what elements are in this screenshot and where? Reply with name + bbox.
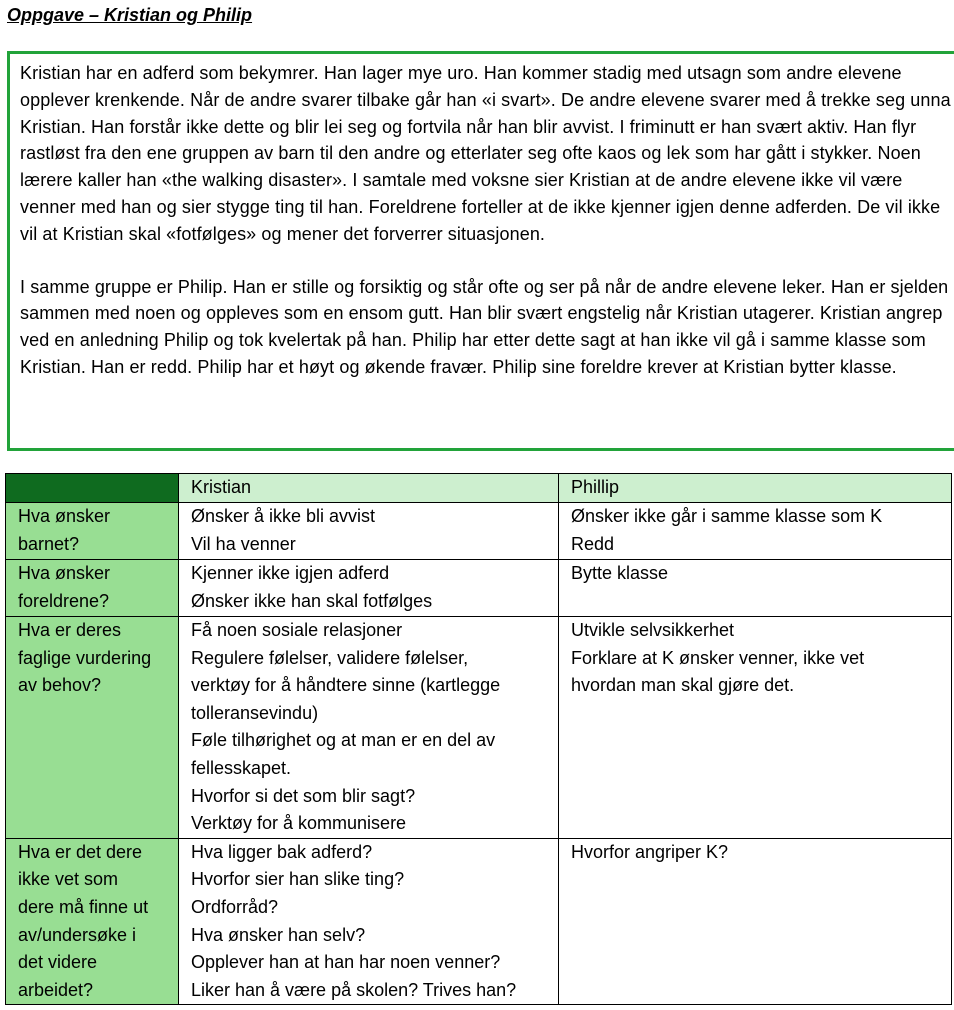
row-question-line: Hva er det dere (18, 841, 143, 862)
case-paragraph-kristian: Kristian har en adferd som bekymrer. Han lager mye uro. Han kommer stadig med utsagn som andre elevene opplever krenkende. Når de andre svarer tilbake går han «i svart». De andre elevene svarer med å trekke seg unna Kristian. Han forstår ikke dette og blir lei seg og fortvila når han blir avvist. I friminutt er han svært aktiv. Han flyr rastløst fra den ene gruppen av barn til den andre og etterlater seg ofte kaos og lek som har gått i stykker. Noen lærere kaller han «the walking disaster». I samtale med voksne sier Kristian at de andre elevene ikke vil være venner med han og sier stygge ting til han. Foreldrene forteller at de ikke kjenner igjen denne adferden. De vil ikke vil at Kristian skal «fotfølges» og mener det forverrer situasjonen. (20, 63, 951, 244)
row-question-line: Hva er deres (18, 620, 122, 640)
row-question-cell (6, 617, 179, 839)
cell-line: Regulere følelser, validere følelser, (191, 647, 469, 668)
row-question-line: foreldrene? (18, 590, 110, 611)
header-kristian: Kristian (179, 474, 559, 503)
cell-line: verktøy for å håndtere sinne (kartlegge (191, 675, 501, 696)
row-question-line: Hva ønsker (18, 563, 111, 583)
header-corner-cell (6, 474, 179, 503)
cell-line: Bytte klasse (571, 563, 669, 583)
cell-line: tolleransevindu) (191, 702, 319, 723)
table-row (6, 838, 952, 1005)
kristian-cell (179, 838, 559, 1005)
cell-line: Hvorfor sier han slike ting? (191, 869, 405, 890)
cell-line: Verktøy for å kommunisere (191, 813, 407, 834)
row-question-line: barnet? (18, 533, 80, 554)
cell-line: Hvorfor angriper K? (571, 841, 729, 862)
case-description-box (7, 51, 954, 451)
phillip-cell (559, 503, 952, 560)
table-row (6, 503, 952, 560)
kristian-cell (179, 503, 559, 560)
cell-line: Ordforråd? (191, 896, 279, 917)
header-phillip: Phillip (559, 474, 952, 503)
cell-line: Opplever han at han har noen venner? (191, 952, 501, 973)
kristian-cell (179, 617, 559, 839)
row-question-line: faglige vurdering (18, 647, 152, 668)
row-question-line: ikke vet som (18, 869, 119, 890)
row-question-line: av behov? (18, 675, 102, 696)
cell-line: Ønsker ikke han skal fotfølges (191, 590, 433, 611)
cell-line: Forklare at K ønsker venner, ikke vet (571, 647, 865, 668)
table-row (6, 617, 952, 839)
cell-line: Hva ligger bak adferd? (191, 841, 373, 862)
cell-line: Hva ønsker han selv? (191, 924, 366, 945)
row-question-line: Hva ønsker (18, 506, 111, 526)
cell-line: Få noen sosiale relasjoner (191, 620, 403, 640)
document-title: Oppgave – Kristian og Philip (7, 5, 253, 25)
table-row (6, 560, 952, 617)
cell-line: Vil ha venner (191, 533, 296, 554)
row-question-cell (6, 503, 179, 560)
row-question-line: dere må finne ut (18, 896, 149, 917)
row-question-line: det videre (18, 952, 98, 973)
cell-line: Føle tilhørighet og at man er en del av (191, 730, 496, 751)
cell-line: Hvorfor si det som blir sagt? (191, 785, 416, 806)
cell-line: hvordan man skal gjøre det. (571, 675, 795, 696)
row-question-cell (6, 560, 179, 617)
case-paragraph-philip: I samme gruppe er Philip. Han er stille og forsiktig og står ofte og ser på når de andre elevene leker. Han er sjelden sammen med noen og oppleves som en ensom gutt. Han blir svært engstelig når Kristian utagerer. Kristian angrep ved en anledning Philip og tok kvelertak på han. Philip har etter dette sagt at han ikke vil gå i samme klasse som Kristian. Han er redd. Philip har et høyt og økende fravær. Philip sine foreldre krever at Kristian bytter klasse. (20, 276, 949, 377)
cell-line: Kjenner ikke igjen adferd (191, 563, 390, 583)
cell-line: Ønsker ikke går i samme klasse som K (571, 506, 883, 526)
cell-line: Redd (571, 533, 615, 554)
phillip-cell (559, 838, 952, 1005)
phillip-cell (559, 617, 952, 839)
row-question-line: arbeidet? (18, 979, 94, 1000)
phillip-cell (559, 560, 952, 617)
kristian-cell (179, 560, 559, 617)
cell-line: Liker han å være på skolen? Trives han? (191, 979, 517, 1000)
cell-line: fellesskapet. (191, 757, 292, 778)
cell-line: Utvikle selvsikkerhet (571, 620, 735, 640)
row-question-line: av/undersøke i (18, 924, 137, 945)
table-header-row (6, 474, 952, 503)
row-question-cell (6, 838, 179, 1005)
assessment-table (5, 473, 952, 1005)
cell-line: Ønsker å ikke bli avvist (191, 506, 376, 526)
